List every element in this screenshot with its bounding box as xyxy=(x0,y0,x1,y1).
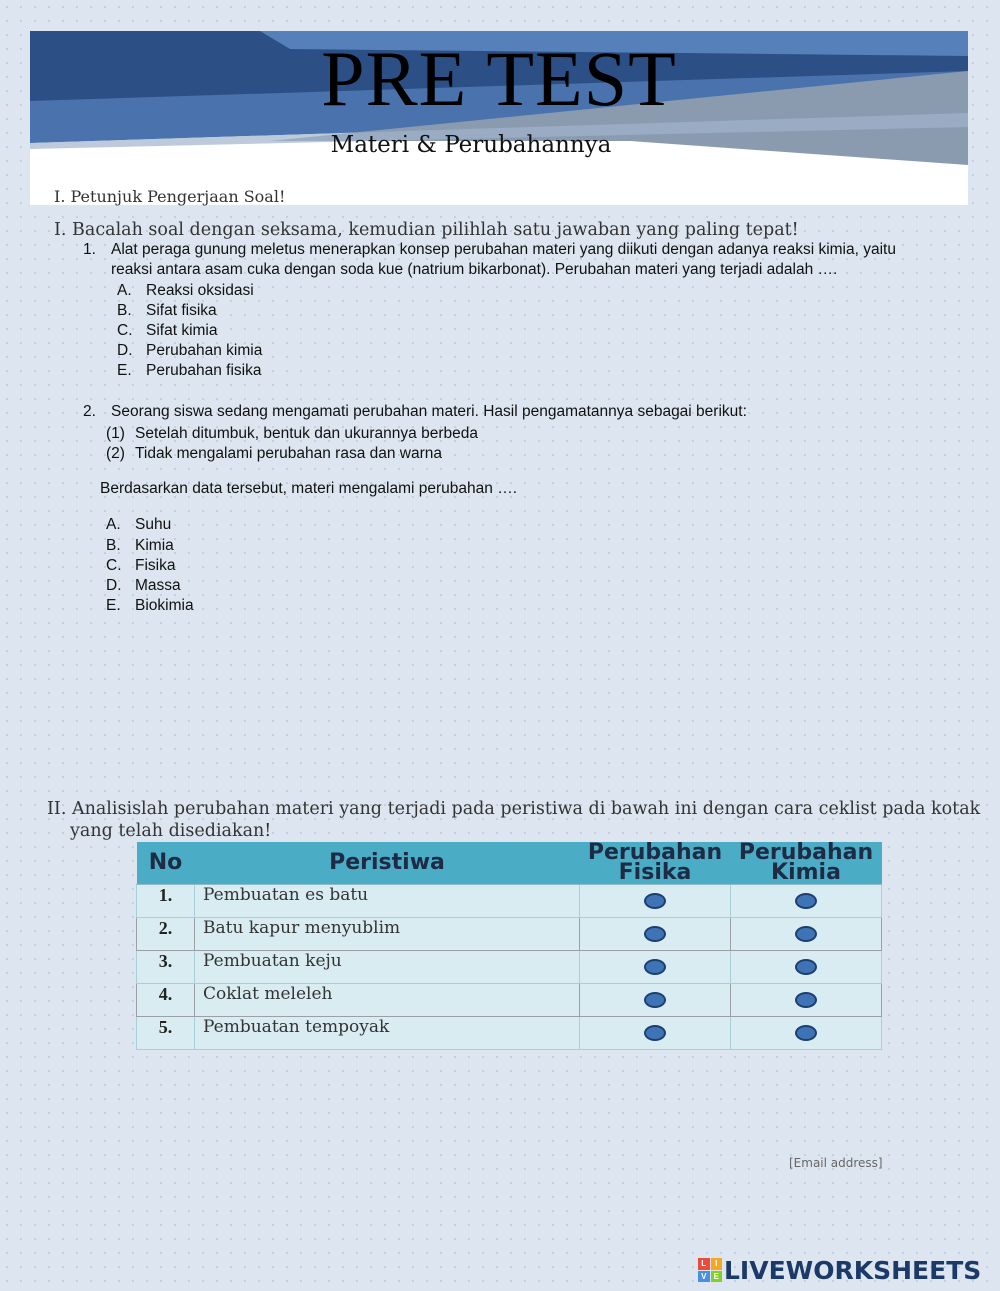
physical-radio[interactable] xyxy=(644,926,666,942)
chemical-cell xyxy=(731,885,882,918)
row-number: 5. xyxy=(137,1017,195,1050)
q2-prompt: Berdasarkan data tersebut, materi mengalami perubahan …. xyxy=(100,480,518,497)
q1-option-c[interactable]: C. Sifat kimia xyxy=(117,322,218,339)
header-physical-change: Perubahan Fisika xyxy=(580,842,731,885)
physical-cell xyxy=(580,951,731,984)
q2-option-e[interactable]: E. Biokimia xyxy=(106,597,194,614)
physical-cell xyxy=(580,1017,731,1050)
chemical-radio[interactable] xyxy=(795,893,817,909)
chemical-cell xyxy=(731,1017,882,1050)
section2-heading-line2: yang telah disediakan! xyxy=(70,821,272,841)
instructions-heading: I. Petunjuk Pengerjaan Soal! xyxy=(54,187,286,206)
physical-cell xyxy=(580,885,731,918)
row-number: 1. xyxy=(137,885,195,918)
header-chemical-change: Perubahan Kimia xyxy=(731,842,882,885)
header-no: No xyxy=(137,842,195,885)
table-row xyxy=(137,951,882,984)
q2-option-d[interactable]: D. Massa xyxy=(106,577,181,594)
row-event: Coklat meleleh xyxy=(195,984,580,1017)
chemical-radio[interactable] xyxy=(795,926,817,942)
chemical-radio[interactable] xyxy=(795,992,817,1008)
physical-radio[interactable] xyxy=(644,992,666,1008)
page-title: PRE TEST xyxy=(321,35,677,122)
liveworksheets-wordmark: LIVEWORKSHEETS xyxy=(724,1255,982,1285)
table-row xyxy=(137,885,882,918)
table-row xyxy=(137,984,882,1017)
q2-option-b[interactable]: B. Kimia xyxy=(106,537,174,554)
row-number: 4. xyxy=(137,984,195,1017)
q1-number: 1. xyxy=(83,241,96,258)
page-subtitle: Materi & Perubahannya xyxy=(330,132,612,158)
chemical-radio[interactable] xyxy=(795,959,817,975)
q1-option-b[interactable]: B. Sifat fisika xyxy=(117,302,217,319)
physical-cell xyxy=(580,918,731,951)
chemical-cell xyxy=(731,951,882,984)
chemical-cell xyxy=(731,984,882,1017)
q2-number: 2. xyxy=(83,403,96,420)
physical-radio[interactable] xyxy=(644,893,666,909)
physical-radio[interactable] xyxy=(644,1025,666,1041)
section2-heading-line1: II. Analisislah perubahan materi yang terjadi pada peristiwa di bawah ini dengan cara ceklist pada kotak xyxy=(47,799,981,819)
q2-observation-2: (2) Tidak mengalami perubahan rasa dan warna xyxy=(106,445,443,462)
q2-stem: Seorang siswa sedang mengamati perubahan materi. Hasil pengamatannya sebagai berikut: xyxy=(111,403,747,420)
liveworksheets-brand[interactable] xyxy=(698,1257,981,1283)
q1-option-d[interactable]: D. Perubahan kimia xyxy=(117,342,263,359)
analysis-table xyxy=(136,842,882,1050)
row-number: 3. xyxy=(137,951,195,984)
q1-option-a[interactable]: A. Reaksi oksidasi xyxy=(117,282,254,299)
chemical-radio[interactable] xyxy=(795,1025,817,1041)
header-banner xyxy=(30,31,968,205)
q2-option-c[interactable]: C. Fisika xyxy=(106,557,176,574)
email-placeholder: [Email address] xyxy=(789,1156,883,1170)
chemical-cell xyxy=(731,918,882,951)
physical-cell xyxy=(580,984,731,1017)
section1-heading: I. Bacalah soal dengan seksama, kemudian pilihlah satu jawaban yang paling tepat! xyxy=(54,220,799,240)
physical-radio[interactable] xyxy=(644,959,666,975)
row-event: Pembuatan keju xyxy=(195,951,580,984)
q1-text-line2: reaksi antara asam cuka dengan soda kue (natrium bikarbonat). Perubahan materi yang terjadi adalah …. xyxy=(111,261,838,278)
row-event: Pembuatan tempoyak xyxy=(195,1017,580,1050)
row-event: Batu kapur menyublim xyxy=(195,918,580,951)
q2-option-a[interactable]: A. Suhu xyxy=(106,516,172,533)
row-number: 2. xyxy=(137,918,195,951)
table-header-row xyxy=(137,842,882,885)
header-event: Peristiwa xyxy=(195,842,580,885)
table-row xyxy=(137,1017,882,1050)
q1-text-line1: Alat peraga gunung meletus menerapkan konsep perubahan materi yang diikuti dengan adanya reaksi kimia, yaitu xyxy=(111,241,896,258)
row-event: Pembuatan es batu xyxy=(195,885,580,918)
q2-observation-1: (1) Setelah ditumbuk, bentuk dan ukurannya berbeda xyxy=(106,425,478,442)
table-row xyxy=(137,918,882,951)
q1-option-e[interactable]: E. Perubahan fisika xyxy=(117,362,262,379)
liveworksheets-logo-icon: L I V E xyxy=(698,1258,722,1282)
